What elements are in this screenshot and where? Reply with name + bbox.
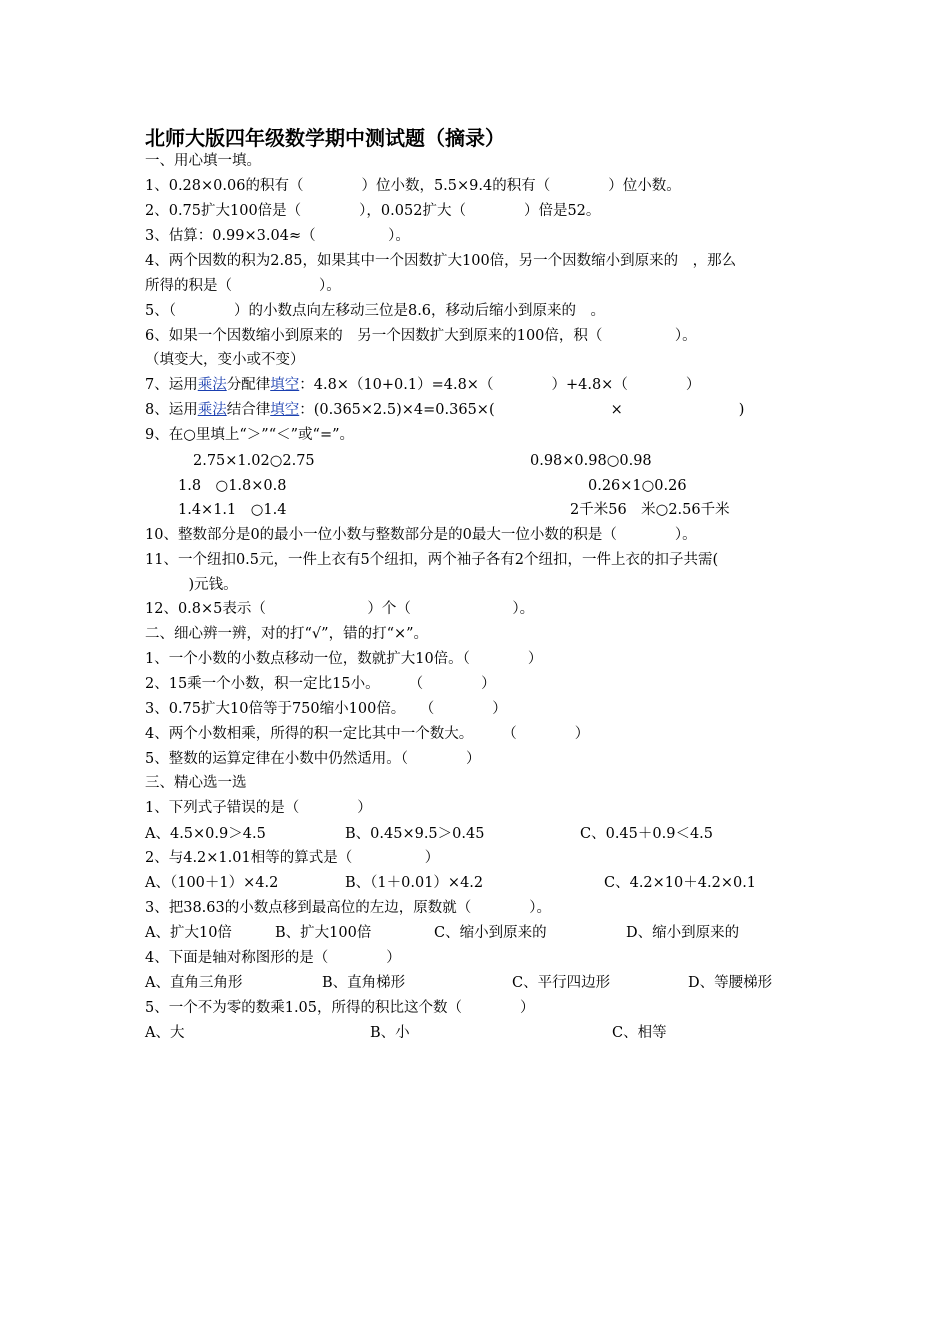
choice-option: A、扩大10倍 — [145, 925, 232, 941]
link-fill-blank[interactable]: 填空 — [270, 402, 300, 418]
choice-option: A、大 — [145, 1025, 185, 1041]
question-1-4-line2: 所得的积是（ ）。 — [145, 278, 341, 294]
choice-option: D、等腰梯形 — [688, 975, 773, 991]
section-1-heading: 一、用心填一填。 — [145, 153, 261, 169]
question-1-6-line2: （填变大，变小或不变） — [145, 352, 305, 368]
question-1-8-expression: ：(0.365×2.5)×4=0.365×( × ) — [299, 402, 745, 418]
choice-option: B、小 — [370, 1025, 410, 1041]
compare-item: 0.26×1○0.26 — [588, 478, 687, 494]
true-false-item: 5、整数的运算定律在小数中仍然适用。（ ） — [145, 751, 481, 767]
choice-option: C、0.45＋0.9＜4.5 — [580, 826, 713, 842]
section-2-heading: 二、细心辨一辨，对的打“√”，错的打“×”。 — [145, 626, 429, 642]
question-1-8-mid: 结合律 — [226, 402, 271, 418]
choice-option: B、扩大100倍 — [275, 925, 372, 941]
question-1-7 — [145, 375, 700, 395]
link-fill-blank[interactable]: 填空 — [270, 377, 300, 393]
true-false-item: 2、15乘一个小数，积一定比15小。 （ ） — [145, 676, 496, 692]
choice-option: B、直角梯形 — [322, 975, 406, 991]
choice-option: A、4.5×0.9＞4.5 — [145, 826, 266, 842]
choice-option: C、4.2×10＋4.2×0.1 — [604, 875, 757, 891]
choice-option: B、0.45×9.5＞0.45 — [345, 826, 485, 842]
question-1-8-prefix: 8、运用 — [145, 402, 198, 418]
compare-item: 0.98×0.98○0.98 — [530, 453, 652, 469]
choice-option: C、缩小到原来的 — [434, 925, 547, 941]
question-1-4-line1: 4、两个因数的积为2.85，如果其中一个因数扩大100倍，另一个因数缩小到原来的 ，那么 — [145, 253, 737, 269]
question-1-8 — [145, 400, 744, 420]
section-3-heading: 三、精心选一选 — [145, 775, 247, 791]
choice-option: A、（100＋1）×4.2 — [145, 875, 279, 891]
compare-item: 2千米56 米○2.56千米 — [570, 502, 730, 518]
document-title: 北师大版四年级数学期中测试题（摘录） — [145, 126, 505, 150]
question-1-12: 12、0.8×5表示（ ）个（ ）。 — [145, 601, 535, 617]
question-3-2: 2、与4.2×1.01相等的算式是（ ） — [145, 850, 440, 866]
choice-option: D、缩小到原来的 — [626, 925, 740, 941]
link-multiplication[interactable]: 乘法 — [197, 377, 227, 393]
question-3-3: 3、把38.63的小数点移到最高位的左边，原数就（ ）。 — [145, 900, 551, 916]
true-false-item: 4、两个小数相乘，所得的积一定比其中一个数大。 （ ） — [145, 726, 590, 742]
question-3-1: 1、下列式子错误的是（ ） — [145, 800, 372, 816]
question-1-5: 5、（ ）的小数点向左移动三位是8.6，移动后缩小到原来的 。 — [145, 303, 606, 319]
compare-item: 2.75×1.02○2.75 — [193, 453, 315, 469]
question-1-6-line1: 6、如果一个因数缩小到原来的 另一个因数扩大到原来的100倍，积（ ）。 — [145, 328, 697, 344]
question-3-4: 4、下面是轴对称图形的是（ ） — [145, 950, 401, 966]
question-1-7-expression: ：4.8×（10+0.1）=4.8×（ ）+4.8×（ ） — [299, 377, 701, 393]
compare-item: 1.4×1.1 ○1.4 — [178, 502, 287, 518]
question-3-5: 5、一个不为零的数乘1.05，所得的积比这个数（ ） — [145, 1000, 535, 1016]
choice-option: C、相等 — [612, 1025, 667, 1041]
question-1-7-mid: 分配律 — [226, 377, 271, 393]
true-false-item: 1、一个小数的小数点移动一位，数就扩大10倍。（ ） — [145, 651, 543, 667]
question-1-9: 9、在○里填上“＞”“＜”或“=”。 — [145, 427, 355, 443]
link-multiplication[interactable]: 乘法 — [197, 402, 227, 418]
choice-option: A、直角三角形 — [145, 975, 243, 991]
choice-option: C、平行四边形 — [512, 975, 611, 991]
true-false-item: 3、0.75扩大10倍等于750缩小100倍。 （ ） — [145, 701, 507, 717]
question-1-11-line2: )元钱。 — [145, 577, 238, 593]
question-1-11-line1: 11、一个纽扣0.5元，一件上衣有5个纽扣，两个袖子各有2个纽扣，一件上衣的扣子共需( — [145, 552, 719, 568]
question-1-1: 1、0.28×0.06的积有（ ）位小数，5.5×9.4的积有（ ）位小数。 — [145, 178, 681, 194]
question-1-2: 2、0.75扩大100倍是（ ），0.052扩大（ ）倍是52。 — [145, 203, 601, 219]
compare-item: 1.8 ○1.8×0.8 — [178, 478, 287, 494]
question-1-10: 10、整数部分是0的最小一位小数与整数部分是的0最大一位小数的积是（ ）。 — [145, 527, 697, 543]
choice-option: B、（1＋0.01）×4.2 — [345, 875, 484, 891]
question-1-7-prefix: 7、运用 — [145, 377, 198, 393]
question-1-3: 3、估算：0.99×3.04≈（ ）。 — [145, 228, 410, 244]
